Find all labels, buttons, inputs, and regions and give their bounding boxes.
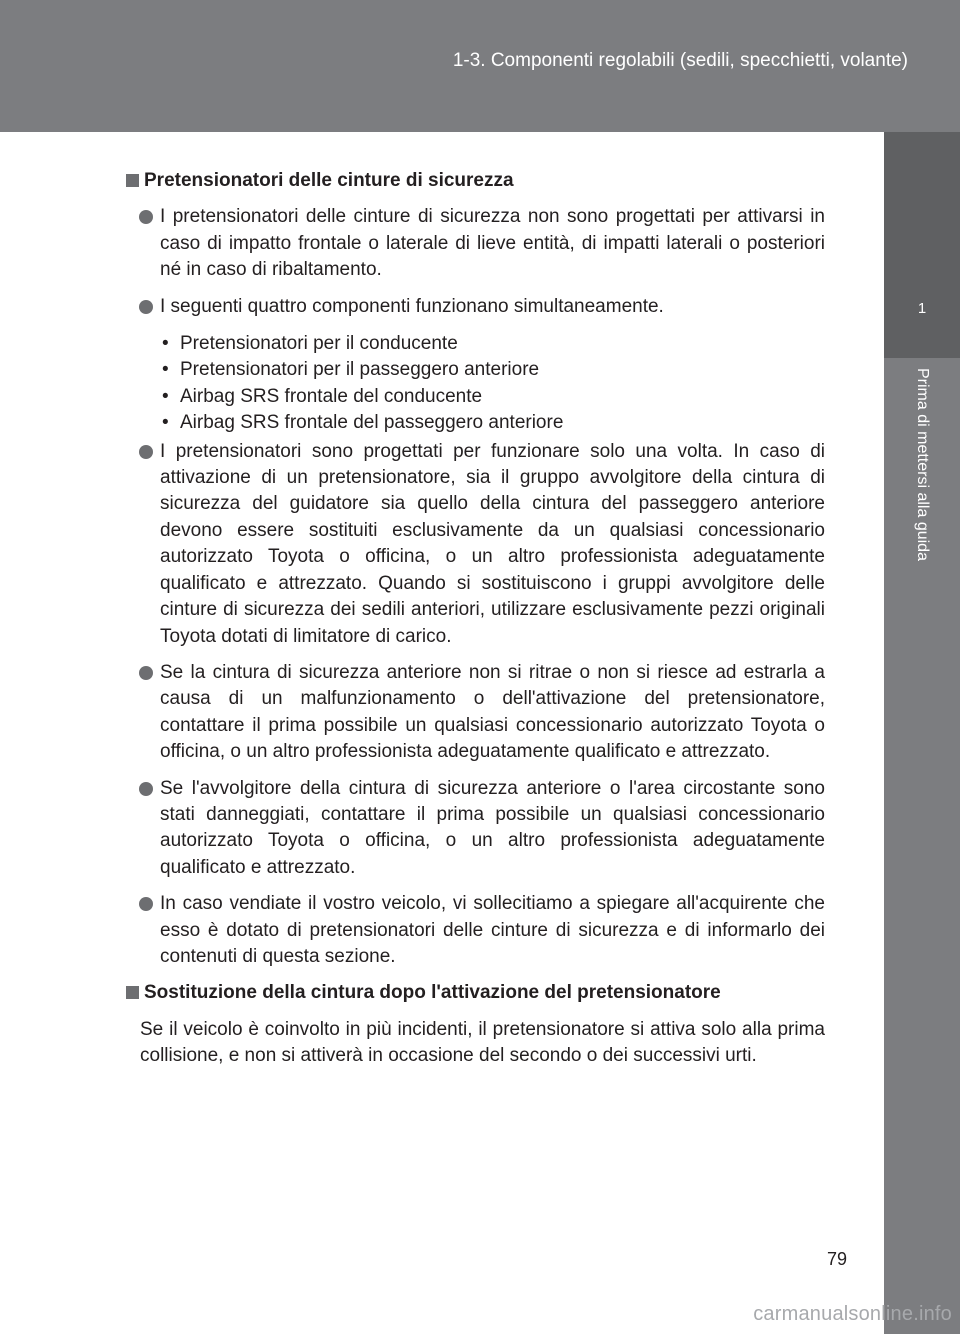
sub-list-item: • Pretensionatori per il conducente — [162, 333, 458, 355]
chapter-number: 1 — [917, 300, 927, 317]
square-bullet-icon — [126, 174, 139, 187]
section-title: 1-3. Componenti regolabili (sedili, specchietti, volante) — [452, 50, 908, 71]
round-bullet-icon — [139, 300, 153, 314]
sub-list-item: • Pretensionatori per il passeggero anteriore — [162, 359, 540, 381]
list-item: In caso vendiate il vostro veicolo, vi sollecitiamo a spiegare all'acquirente che esso è dotato di pretensionatori delle cinture di sicurezza e di informarlo dei contenuti di questa sezione. — [126, 891, 825, 970]
chapter-tab — [884, 358, 960, 1334]
list-item: I pretensionatori delle cinture di sicurezza non sono progettati per attivarsi in caso di impatto frontale o laterale di lieve entità, di impatti laterali o posteriori né in caso di ribaltamento. — [126, 204, 825, 283]
round-bullet-icon — [139, 897, 153, 911]
list-item: Se l'avvolgitore della cintura di sicurezza anteriore o l'area circostante sono stati danneggiati, contattare il prima possibile un qualsiasi concessionario autorizzato Toyota o officina, o un altro professionista adeguatamente qualificato e attrezzato. — [126, 776, 825, 882]
paragraph: Se il veicolo è coinvolto in più incidenti, il pretensionatore si attiva solo alla prima collisione, e non si attiverà in occasione del secondo o dei successivi urti. — [140, 1018, 825, 1067]
round-bullet-icon — [139, 666, 153, 680]
round-bullet-icon — [139, 445, 153, 459]
list-item: I pretensionatori sono progettati per funzionare solo una volta. In caso di attivazione di un pretensionatore, sia il gruppo avvolgitore della cintura di sicurezza del guidatore sia quello della cintura del passeggero anteriore devono essere sostituiti esclusivamente da un qualsiasi concessionario autorizzato Toyota o officina, o un altro professionista adeguatamente qualificato e attrezzato. Quando si sostituiscono i gruppi avvolgitore delle cinture di sicurezza dei sedili anteriori, utilizzare esclusivamente pezzi originali Toyota dotati di limitatore di carico. — [126, 439, 825, 650]
chapter-number-tab — [884, 132, 960, 358]
section-heading: Pretensionatori delle cinture di sicurezza — [126, 168, 825, 194]
sub-list-item: • Airbag SRS frontale del passeggero anteriore — [162, 412, 564, 434]
round-bullet-icon — [139, 782, 153, 796]
page-header — [0, 0, 960, 132]
page-content — [126, 168, 825, 1070]
section-heading: Sostituzione della cintura dopo l'attivazione del pretensionatore — [126, 980, 825, 1006]
sub-list — [126, 331, 825, 437]
chapter-label: Prima di mettersi alla guida — [914, 368, 931, 561]
round-bullet-icon — [139, 210, 153, 224]
page-number: 79 — [827, 1249, 848, 1269]
square-bullet-icon — [126, 986, 139, 999]
list-item: Se la cintura di sicurezza anteriore non si ritrae o non si riesce ad estrarla a causa di un malfunzionamento o dell'attivazione del pretensionatore, contattare il prima possibile un qualsiasi concessionario autorizzato Toyota o officina, o un altro professionista adeguatamente qualificato e attrezzato. — [126, 660, 825, 766]
watermark: carmanualsonline.info — [753, 1303, 952, 1325]
sub-list-item: • Airbag SRS frontale del conducente — [162, 385, 483, 407]
list-item: I seguenti quattro componenti funzionano simultaneamente. — [126, 294, 825, 320]
